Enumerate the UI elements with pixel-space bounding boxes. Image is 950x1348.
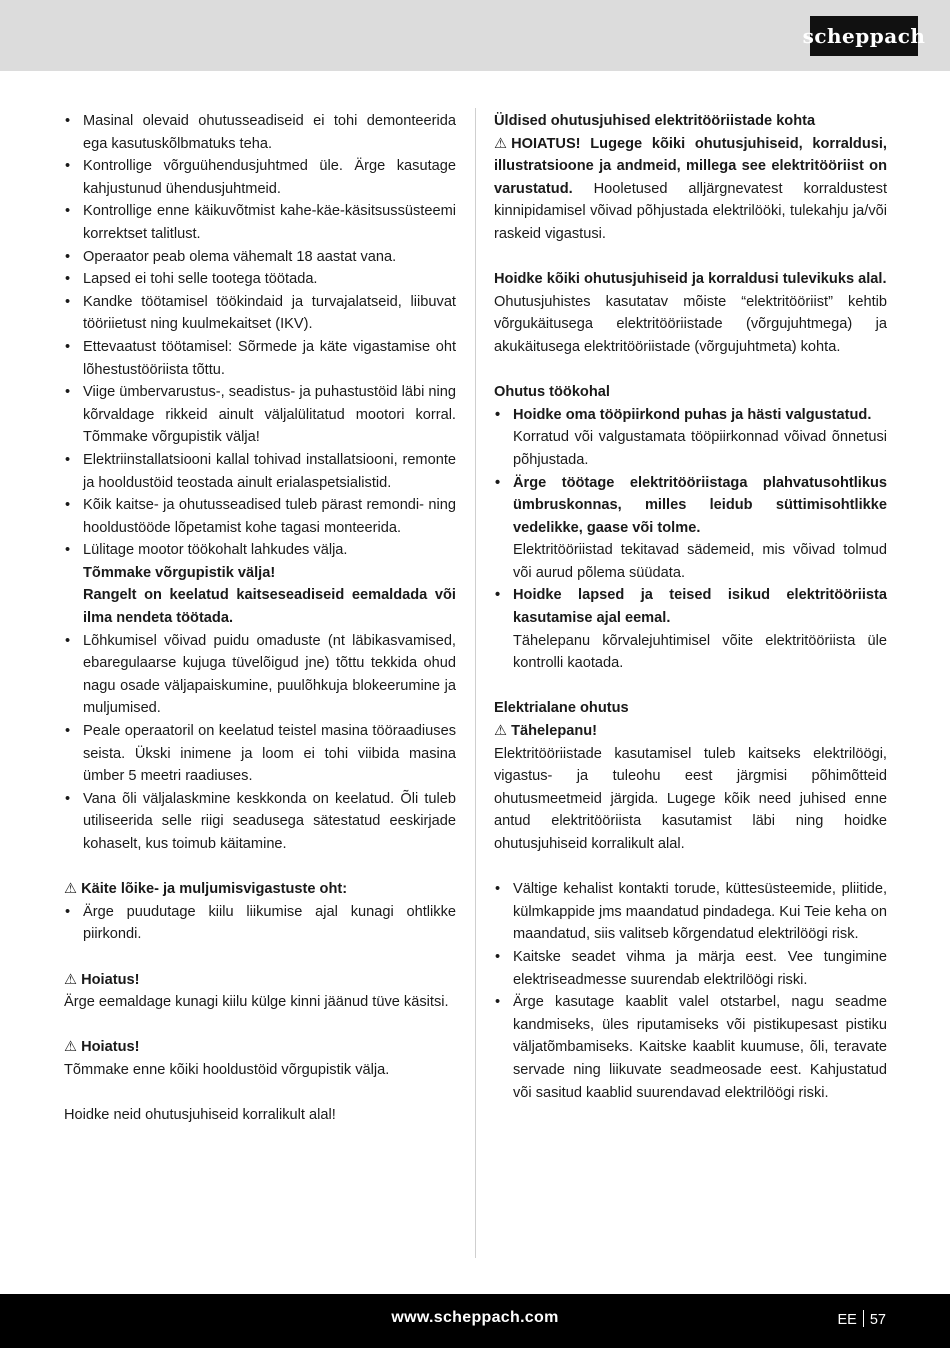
column-divider [475, 108, 476, 1258]
language-code: EE [837, 1312, 857, 1328]
workplace-safety-heading: Ohutus töökohal [494, 384, 610, 401]
cut-hazard-list [64, 901, 456, 946]
header-bar [0, 0, 950, 71]
list-item: • Peale operaatoril on keelatud teistel masina tööraadiuses seista. Ükski inimene ja loom ei tohi viibida masina ümber 5 meetri raadiuses. [65, 723, 456, 785]
list-item: • Lõhkumisel võivad puidu omaduste (nt läbikasvamised, ebaregulaarse kujuga tüvelõigud jne) tõttu tekkida ohud nagu osade väljapaiskumine, puulõhkuja blokeerumine ja muljumised. [65, 632, 456, 717]
list-item: • Kandke töötamisel töökindaid ja turvajalatseid, liibuvat tööriietust ning kuulmekaitset (IKV). [65, 293, 456, 333]
list-item: • Viige ümbervarustus-, seadistus- ja puhastustöid läbi ning kõrvaldage rikkeid ainult väljalülitatud mootori korral. Tõmmake võrgupistik välja! [65, 384, 456, 446]
list-item: • Operaator peab olema vähemalt 18 aastat vana. [65, 248, 397, 265]
warning-heading-2: ⚠ Hoiatus! [64, 1036, 456, 1059]
general-warning: ⚠ HOIATUS! Lugege kõiki ohutusjuhiseid, korraldusi, illustratsioone ja andmeid, millega see elektritööriist on varustatud. Hooletused alljärgnevatest korraldustest kinnipidamisel võivad põhjustada elektrilööki, tulekahju ja/või raskeid vigastusi. [494, 133, 887, 246]
list-item: • Ärge puudutage kiilu liikumise ajal kunagi ohtlikke piirkondi. [65, 903, 456, 943]
warning-heading-1: ⚠ Hoiatus! [64, 969, 456, 992]
page-number-value: 57 [869, 1312, 886, 1328]
list-item: • Ettevaatust töötamisel: Sõrmede ja käte vigastamise oht lõhestustööriista tõttu. [65, 338, 456, 378]
list-item: • Vana õli väljalaskmine keskkonda on keelatud. Õli tuleb utiliseerida selle riigi seadusega sätestatud eeskirjade kohaselt, kus toimub käitamine. [65, 790, 456, 852]
right-column [494, 110, 887, 1104]
warning-icon: ⚠ [64, 881, 78, 898]
warning-icon: ⚠ [64, 1039, 78, 1056]
warning-icon: ⚠ [64, 971, 78, 988]
warning-text-2: Tõmmake enne kõiki hooldustöid võrgupistik välja. [64, 1061, 390, 1078]
warning-icon: ⚠ [494, 723, 508, 740]
electrical-safety-list [494, 878, 887, 1104]
footer-bar [0, 1294, 950, 1348]
list-item: • Elektriinstallatsiooni kallal tohivad installatsiooni, remonte ja hooldustöid teostada ainult erialaspetsialistid. [65, 451, 456, 491]
list-item: • Ärge töötage elektritööriistaga plahvatusohtlikus ümbruskonnas, milles leidub süttimisohtlikke vedelikke, gaase või tolme. Elektritööriistad tekitavad sädemeid, mis võivad tolmud või aurud põlema süüdata. [495, 474, 887, 581]
electrical-safety-heading: Elektrialane ohutus [494, 700, 629, 717]
list-item: • Hoidke oma tööpiirkond puhas ja hästi valgustatud. Korratud või valgustamata tööpiirkonnad võivad õnnetusi põhjustada. [495, 406, 887, 468]
list-item: • Kontrollige enne käikuvõtmist kahe-käe-käsitsussüsteemi korrektset talitlust. [65, 203, 456, 242]
unplug-note: Tõmmake võrgupistik välja! [83, 564, 276, 581]
list-item: • Vältige kehalist kontakti torude, küttesüsteemide, pliitide, külmkappide jms maandatud pindadega. Kui Teie keha on maandatud, siis valitseb kõrgendatud elektrilöögi risk. [495, 881, 887, 943]
scheppach-logo: scheppach [810, 16, 918, 56]
prohibition-note: Rangelt on keelatud kaitseseadiseid eemaldada või ilma nendeta töötada. [83, 587, 456, 627]
electrical-safety-text: Elektritööriistade kasutamisel tuleb kaitseks elektrilöögi, vigastus- ja tuleohu eest järgmisi põhimõtteid ohutusmeetmeid järgida. Lugege kõik need juhised enne antud elektritööriista kasutamist läbi ning hoidke ohutusjuhiseid korralikult alal. [494, 745, 887, 852]
list-item: • Kontrollige võrguühendusjuhtmed üle. Ärge kasutage kahjustunud ühendusjuhtmeid. [65, 158, 456, 197]
keep-instructions-heading: Hoidke kõiki ohutusjuhiseid ja korraldusi tulevikuks alal. [494, 271, 887, 288]
warning-text-1: Ärge eemaldage kunagi kiilu külge kinni jäänud tüve käsitsi. [64, 994, 449, 1011]
page-number [838, 1310, 886, 1328]
list-item: • Kõik kaitse- ja ohutusseadised tuleb pärast remondi- ning hooldustööde lõpetamist kohe tagasi monteerida. [65, 497, 456, 536]
list-item: • Masinal olevaid ohutusseadiseid ei tohi demonteerida ega kasutuskõlbmatuks teha. [65, 113, 456, 152]
keep-instructions-text: Ohutusjuhistes kasutatav mõiste “elektritööriist” kehtib võrgukäitusega elektritööriistade (võrgujuhtmega) ja akukäitusega elektritööriistade (võrgujuhtmeta) kohta. [494, 293, 887, 355]
safety-list-1 [64, 110, 456, 856]
website-link[interactable]: www.scheppach.com [391, 1309, 559, 1326]
list-item: • Ärge kasutage kaablit valel otstarbel, nagu seadme kandmiseks, üles riputamiseks või pistikupesast pistiku väljatõmbamiseks. Kaitske kaablit kuumuse, õli, teravate servade ning liikuvate seadmeosade eest. Kahjustatud või sasitud kaablid suurendavad elektrilöögi riski. [495, 994, 887, 1101]
attention-heading: ⚠ Tähelepanu! [494, 720, 887, 743]
general-safety-heading: Üldised ohutusjuhised elektritööriistade kohta [494, 113, 816, 129]
list-item: • Lapsed ei tohi selle tootega töötada. [65, 271, 318, 288]
cut-hazard-heading: ⚠ Käite lõike- ja muljumisvigastuste oht: [64, 878, 456, 901]
list-item: • Hoidke lapsed ja teised isikud elektritööriista kasutamise ajal eemal. Tähelepanu kõrvalejuhtimisel võite elektritööriista üle kontrolli kaotada. [495, 587, 887, 672]
list-item: • Kaitske seadet vihma ja märja eest. Vee tungimine elektriseadmesse suurendab elektrilöögi riski. [495, 948, 887, 988]
workplace-safety-list [494, 404, 887, 675]
closing-note: Hoidke neid ohutusjuhiseid korralikult alal! [64, 1107, 336, 1124]
left-column [64, 110, 456, 1127]
warning-icon: ⚠ [494, 135, 508, 152]
list-item: • Lülitage mootor töökohalt lahkudes välja. Tõmmake võrgupistik välja! Rangelt on keelatud kaitseseadiseid eemaldada või ilma nendeta töötada. [65, 542, 456, 627]
